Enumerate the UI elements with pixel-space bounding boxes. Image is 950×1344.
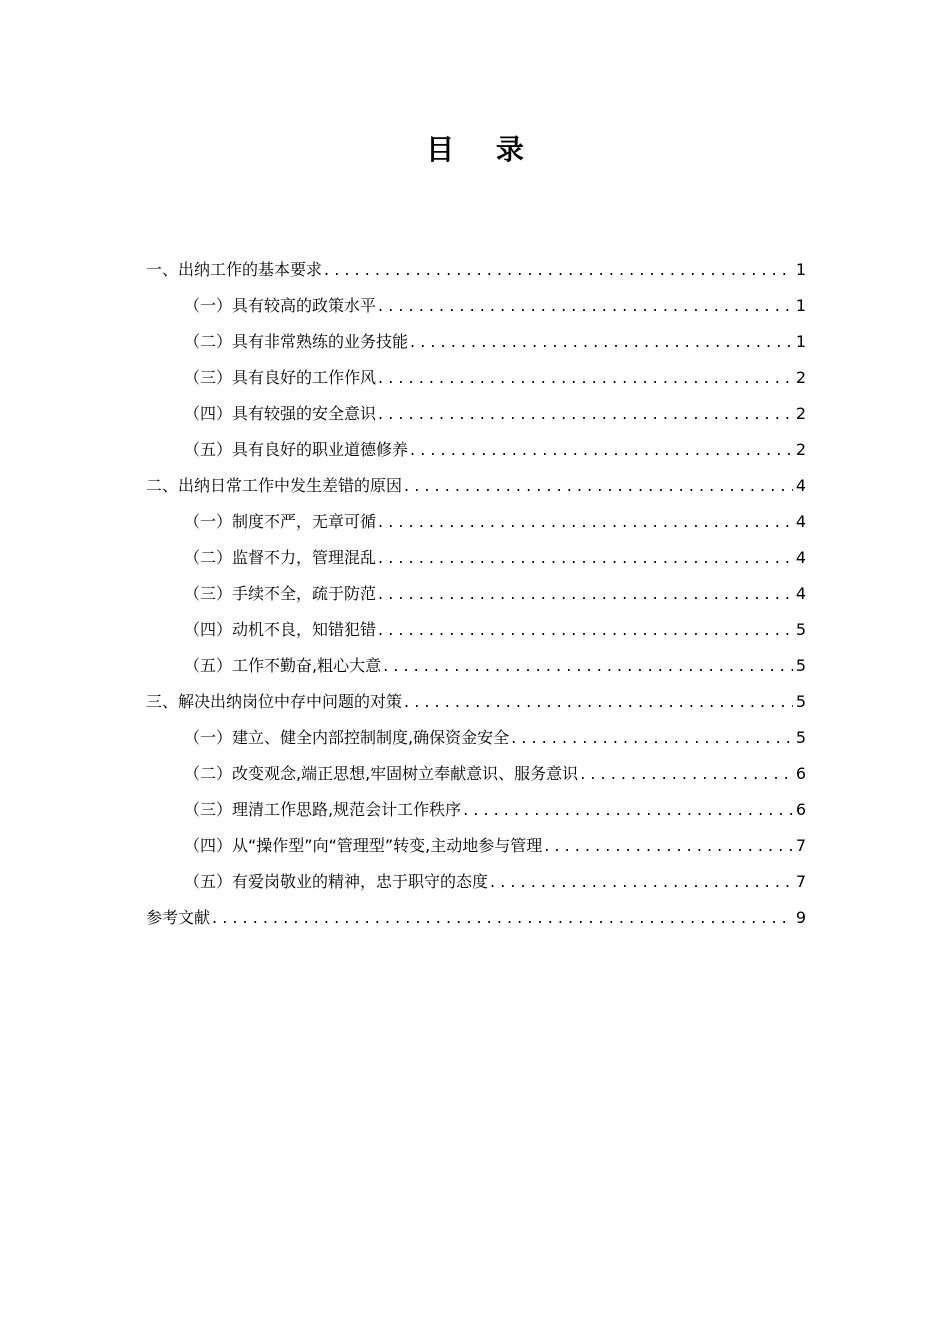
toc-entry[interactable] xyxy=(146,468,806,504)
toc-entry[interactable] xyxy=(146,432,806,468)
toc-entry-text: （四）从“操作型”向“管理型”转变,主动地参与管理 xyxy=(184,836,543,855)
toc-dot-leader xyxy=(410,432,793,468)
toc-page-number: 5 xyxy=(795,620,806,639)
toc-dot-leader xyxy=(463,792,793,828)
toc-page-number: 4 xyxy=(795,584,806,603)
toc-entry-text: 一、出纳工作的基本要求 xyxy=(146,260,323,279)
toc-dot-leader xyxy=(378,360,793,396)
toc-page-number: 1 xyxy=(795,260,806,279)
toc-dot-leader xyxy=(490,864,793,900)
toc-page-number: 2 xyxy=(795,440,806,459)
toc-page-number: 6 xyxy=(795,764,806,783)
toc-dot-leader xyxy=(580,756,793,792)
toc-dot-leader xyxy=(378,288,793,324)
toc-entry-text: 三、解决出纳岗位中存中问题的对策 xyxy=(146,692,403,711)
toc-entry-text: 二、出纳日常工作中发生差错的原因 xyxy=(146,476,403,495)
toc-entry-text: （二）具有非常熟练的业务技能 xyxy=(184,332,409,351)
toc-entry[interactable] xyxy=(146,792,806,828)
toc-dot-leader xyxy=(544,828,793,864)
toc-entry[interactable] xyxy=(146,324,806,360)
toc-entry[interactable] xyxy=(146,252,806,288)
toc-dot-leader xyxy=(511,720,793,756)
toc-entry-text: （一）制度不严，无章可循 xyxy=(184,512,377,531)
toc-entry-text: （五）有爱岗敬业的精神，忠于职守的态度 xyxy=(184,872,489,891)
toc-dot-leader xyxy=(378,396,793,432)
toc-page-number: 5 xyxy=(795,692,806,711)
toc-entry[interactable] xyxy=(146,720,806,756)
toc-entry[interactable] xyxy=(146,864,806,900)
toc-dot-leader xyxy=(378,504,793,540)
toc-page-number: 1 xyxy=(795,296,806,315)
toc-entry[interactable] xyxy=(146,900,806,936)
toc-title: 目 录 xyxy=(426,133,540,166)
toc-entry-text: （二）改变观念,端正思想,牢固树立奉献意识、服务意识 xyxy=(184,764,579,783)
toc-dot-leader xyxy=(378,576,793,612)
toc-entry[interactable] xyxy=(146,288,806,324)
toc-entry[interactable] xyxy=(146,576,806,612)
toc-dot-leader xyxy=(378,540,793,576)
toc-entry-text: （三）具有良好的工作作风 xyxy=(184,368,377,387)
toc-entry-text: （四）动机不良，知错犯错 xyxy=(184,620,377,639)
toc-entry[interactable] xyxy=(146,540,806,576)
toc-page-number: 7 xyxy=(795,836,806,855)
toc-page-number: 5 xyxy=(795,656,806,675)
toc-entry[interactable] xyxy=(146,756,806,792)
toc-dot-leader xyxy=(378,612,793,648)
toc-dot-leader xyxy=(324,252,793,288)
toc-page-number: 4 xyxy=(795,476,806,495)
toc-entry-text: （五）具有良好的职业道德修养 xyxy=(184,440,409,459)
table-of-contents xyxy=(146,252,806,936)
toc-page-number: 2 xyxy=(795,404,806,423)
toc-page-number: 5 xyxy=(795,728,806,747)
toc-entry[interactable] xyxy=(146,396,806,432)
toc-entry[interactable] xyxy=(146,360,806,396)
toc-entry[interactable] xyxy=(146,684,806,720)
toc-dot-leader xyxy=(404,684,793,720)
toc-entry-text: （五）工作不勤奋,粗心大意 xyxy=(184,656,382,675)
toc-page-number: 7 xyxy=(795,872,806,891)
toc-entry-text: （三）手续不全，疏于防范 xyxy=(184,584,377,603)
toc-entry[interactable] xyxy=(146,648,806,684)
toc-entry-text: （四）具有较强的安全意识 xyxy=(184,404,377,423)
toc-page-number: 6 xyxy=(795,800,806,819)
toc-page-number: 4 xyxy=(795,548,806,567)
toc-dot-leader xyxy=(212,900,793,936)
toc-page-number: 1 xyxy=(795,332,806,351)
toc-entry-text: （一）建立、健全内部控制制度,确保资金安全 xyxy=(184,728,510,747)
toc-page-number: 9 xyxy=(795,908,806,927)
toc-entry-text: （一）具有较高的政策水平 xyxy=(184,296,377,315)
toc-page-number: 2 xyxy=(795,368,806,387)
toc-dot-leader xyxy=(410,324,793,360)
toc-dot-leader xyxy=(404,468,793,504)
toc-entry[interactable] xyxy=(146,612,806,648)
toc-entry-text: （二）监督不力，管理混乱 xyxy=(184,548,377,567)
toc-entry[interactable] xyxy=(146,504,806,540)
toc-entry-text: 参考文献 xyxy=(146,908,211,927)
toc-entry[interactable] xyxy=(146,828,806,864)
toc-entry-text: （三）理清工作思路,规范会计工作秩序 xyxy=(184,800,462,819)
toc-dot-leader xyxy=(383,648,793,684)
toc-page-number: 4 xyxy=(795,512,806,531)
